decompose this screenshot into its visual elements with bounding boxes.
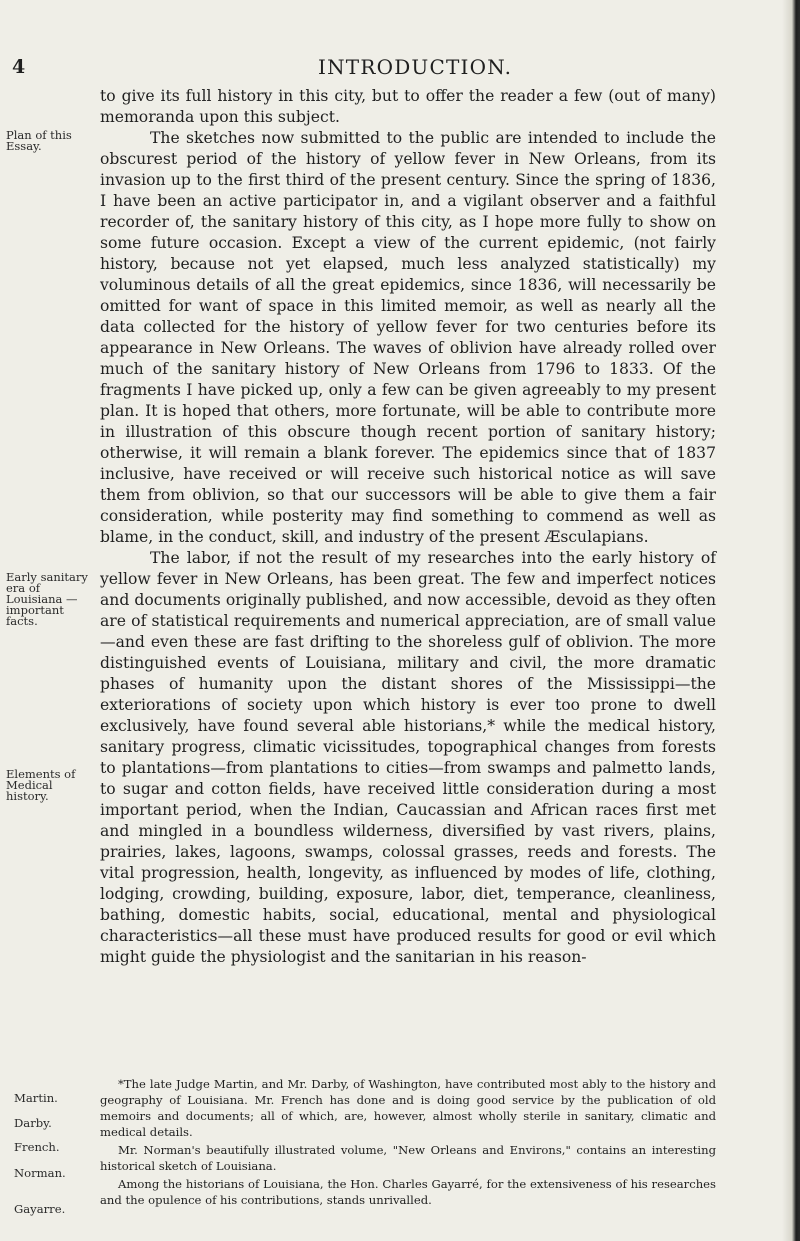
page-header [0,50,800,80]
margin-note-early-sanitary: Early sanitary era of Louisiana — important facts. [6,570,88,628]
margin-note-plan: Plan of this Essay. [6,128,72,153]
page-number: 4 [12,56,26,78]
page-edge-shadow [782,0,800,1241]
footnote-label-french: French. [14,1140,60,1154]
footnote-gayarre: Among the historians of Louisiana, the Hon. Charles Gayarré, for the extensiveness of his researches and the opulence of his contributions, stands unrivalled. [100,1177,716,1207]
footnote-label-darby: Darby. [14,1116,52,1130]
margin-note-elements: Elements of Medical history. [6,767,76,803]
paragraph-continuation: to give its full history in this city, but to offer the reader a few (out of many) memoranda upon this subject. [100,87,716,126]
main-text [100,86,716,968]
paragraph-plan-of-essay: The sketches now submitted to the public are intended to include the obscurest period of the history of yellow fever in New Orleans, from its invasion up to the first third of the present century. Since the spring of 1836, I have been an active participator in, and a vigilant observer and a faithful recorder of, the sanitary history of this city, as I hope more fully to show on some future occasion. Except a view of the current epidemic, (not fairly history, because not yet elapsed, much less analyzed statistically) my voluminous details of all the great epidemics, since 1836, will necessarily be omitted for want of space in this limited memoir, as well as nearly all the data collected for the history of yellow fever for two centuries before its appearance in New Orleans. The waves of oblivion have already rolled over much of the sanitary history of New Orleans from 1796 to 1833. Of the fragments I have picked up, only a few can be given agreeably to my present plan. It is hoped that others, more fortunate, will be able to contribute more in illustration of this obscure though recent portion of sanitary history; otherwise, it will remain a blank forever. The epidemics since that of 1837 inclusive, have received or will receive such historical notice as will save them from oblivion, so that our successors will be able to give them a fair consideration, while posterity may find something to commend as well as blame, in the conduct, skill, and industry of the present Æsculapians. [100,129,716,546]
footnote-label-norman: Norman. [14,1166,66,1180]
footnotes [100,1076,716,1210]
paragraph-early-sanitary-era: The labor, if not the result of my researches into the early history of yellow fever in New Orleans, has been great. The few and imperfect notices and documents originally published, and now accessible, devoid as they often are of statistical requirements and numerical appreciation, are of small value—and even these are fast drifting to the shoreless gulf of oblivion. The more distinguished events of Louisiana, military and civil, the more dramatic phases of humanity upon the distant shores of the Mississippi—the exteriorations of society upon which history is ever too prone to dwell exclusively, have found several able historians,* while the medical history, sanitary progress, climatic vicissitudes, topographical changes from forests to plantations—from plantations to cities—from swamps and palmetto lands, to sugar and cotton fields, have received little consideration during a most important period, when the Indian, Caucassian and African races first met and mingled in a boundless wilderness, diversified by vast rivers, plains, prairies, lakes, lagoons, swamps, colossal grasses, reeds and forests. The vital progression, health, longevity, as influenced by modes of life, clothing, lodging, crowding, building, exposure, labor, diet, temperance, cleanliness, bathing, domestic habits, social, educational, mental and physiological characteristics—all these must have produced results for good or evil which might guide the physiologist and the sanitarian in his reason- [100,549,716,966]
footnote-label-martin: Martin. [14,1091,58,1105]
footnote-martin-darby-french: *The late Judge Martin, and Mr. Darby, of Washington, have contributed most ably to the history and geography of Louisiana. Mr. French has done and is doing good service by the publication of old memoirs and documents; all of which, are, however, almost wholly sterile in sanitary, climatic and medical details. [100,1077,716,1139]
footnote-label-gayarre: Gayarre. [14,1202,66,1216]
footnote-norman: Mr. Norman's beautifully illustrated volume, "New Orleans and Environs," contains an interesting historical sketch of Louisiana. [100,1143,716,1173]
running-title: INTRODUCTION. [318,55,513,79]
